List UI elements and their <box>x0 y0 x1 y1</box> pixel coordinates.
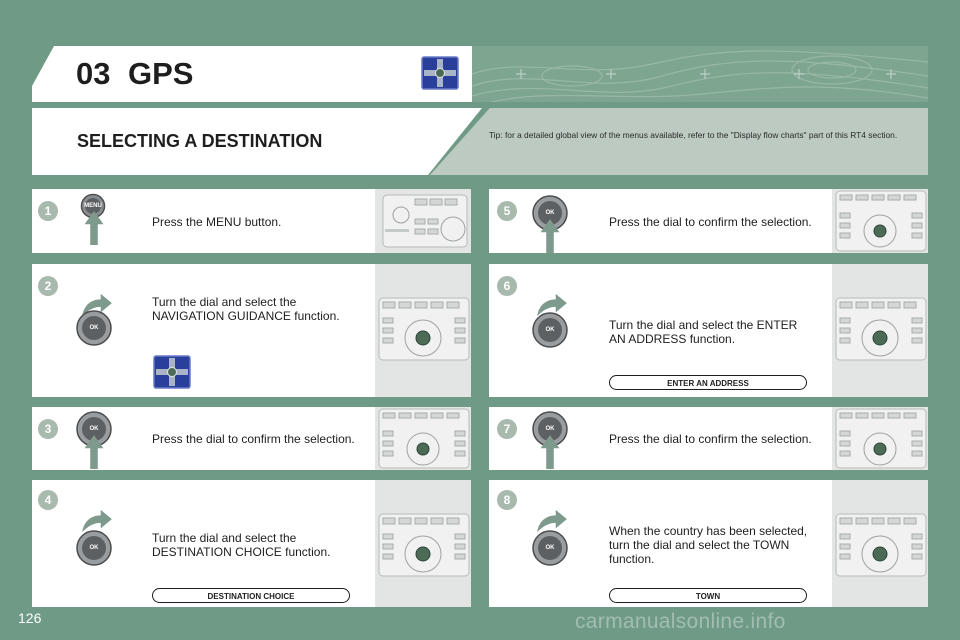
press-arrow-icon <box>540 435 560 469</box>
step-4-card <box>32 480 471 607</box>
radio-front-panel <box>375 264 471 397</box>
press-arrow-icon <box>84 435 104 469</box>
ok-label: OK <box>545 210 555 216</box>
screen-label-destination-choice: DESTINATION CHOICE <box>152 588 350 603</box>
step-6-card <box>489 264 928 397</box>
ok-label: OK <box>89 426 99 432</box>
step-instruction: Press the MENU button. <box>152 215 282 229</box>
radio-panel-illustration <box>375 264 471 397</box>
radio-front-panel <box>375 189 471 253</box>
step-instruction: Turn the dial and select the ENTER AN ADDRESS function. <box>609 318 798 346</box>
watermark: carmanualsonline.info <box>575 610 786 633</box>
step-number-badge: 1 <box>38 201 58 221</box>
chapter-number: 03 <box>76 56 111 91</box>
tip-text: Tip: for a detailed global view of the menus available, refer to the "Display flow charts" part of this RT4 section. <box>489 130 898 140</box>
step-number-badge: 6 <box>497 276 517 296</box>
ok-label: OK <box>89 545 99 551</box>
step-instruction: Press the dial to confirm the selection. <box>609 215 812 229</box>
step-instruction: Press the dial to confirm the selection. <box>609 432 812 446</box>
press-arrow-icon <box>84 211 104 245</box>
screen-label-town: TOWN <box>609 588 807 603</box>
step-5-card <box>489 189 928 253</box>
menu-button-label: MENU <box>84 203 102 209</box>
radio-panel-illustration <box>832 189 928 253</box>
step-2-card <box>32 264 471 397</box>
radio-panel-illustration <box>375 407 471 470</box>
ok-label: OK <box>545 426 555 432</box>
navigation-icon <box>421 56 459 90</box>
radio-front-panel <box>832 480 928 607</box>
step-instruction: Press the dial to confirm the selection. <box>152 432 355 446</box>
section-title: SELECTING A DESTINATION <box>77 131 323 151</box>
step-1-card <box>32 189 471 253</box>
radio-panel-illustration <box>375 189 471 253</box>
step-instruction: Turn the dial and select the NAVIGATION GUIDANCE function. <box>152 295 340 323</box>
radio-panel-illustration <box>832 480 928 607</box>
radio-panel-illustration <box>832 264 928 397</box>
step-number-badge: 7 <box>497 419 517 439</box>
ok-label: OK <box>545 327 555 333</box>
page-number: 126 <box>18 610 42 626</box>
step-number-badge: 4 <box>38 490 58 510</box>
step-8-card <box>489 480 928 607</box>
radio-panel-illustration <box>375 480 471 607</box>
step-7-card <box>489 407 928 470</box>
radio-panel-illustration <box>832 407 928 470</box>
chapter-title: GPS <box>128 56 194 91</box>
step-number-badge: 8 <box>497 490 517 510</box>
step-number-badge: 2 <box>38 276 58 296</box>
topographic-banner <box>472 46 928 102</box>
press-arrow-icon <box>540 219 560 253</box>
step-3-card <box>32 407 471 470</box>
radio-front-panel <box>375 480 471 607</box>
ok-label: OK <box>89 325 99 331</box>
contour-lines <box>472 46 928 102</box>
radio-front-panel <box>832 264 928 397</box>
step-number-badge: 3 <box>38 419 58 439</box>
step-instruction: Turn the dial and select the DESTINATION CHOICE function. <box>152 531 331 559</box>
radio-front-panel <box>375 407 471 470</box>
radio-front-panel <box>832 407 928 470</box>
step-instruction: When the country has been selected, turn the dial and select the TOWN function. <box>609 524 808 566</box>
navigation-icon <box>153 355 191 389</box>
radio-front-panel <box>832 189 928 253</box>
screen-label-enter-an-address: ENTER AN ADDRESS <box>609 375 807 390</box>
step-number-badge: 5 <box>497 201 517 221</box>
ok-label: OK <box>545 545 555 551</box>
